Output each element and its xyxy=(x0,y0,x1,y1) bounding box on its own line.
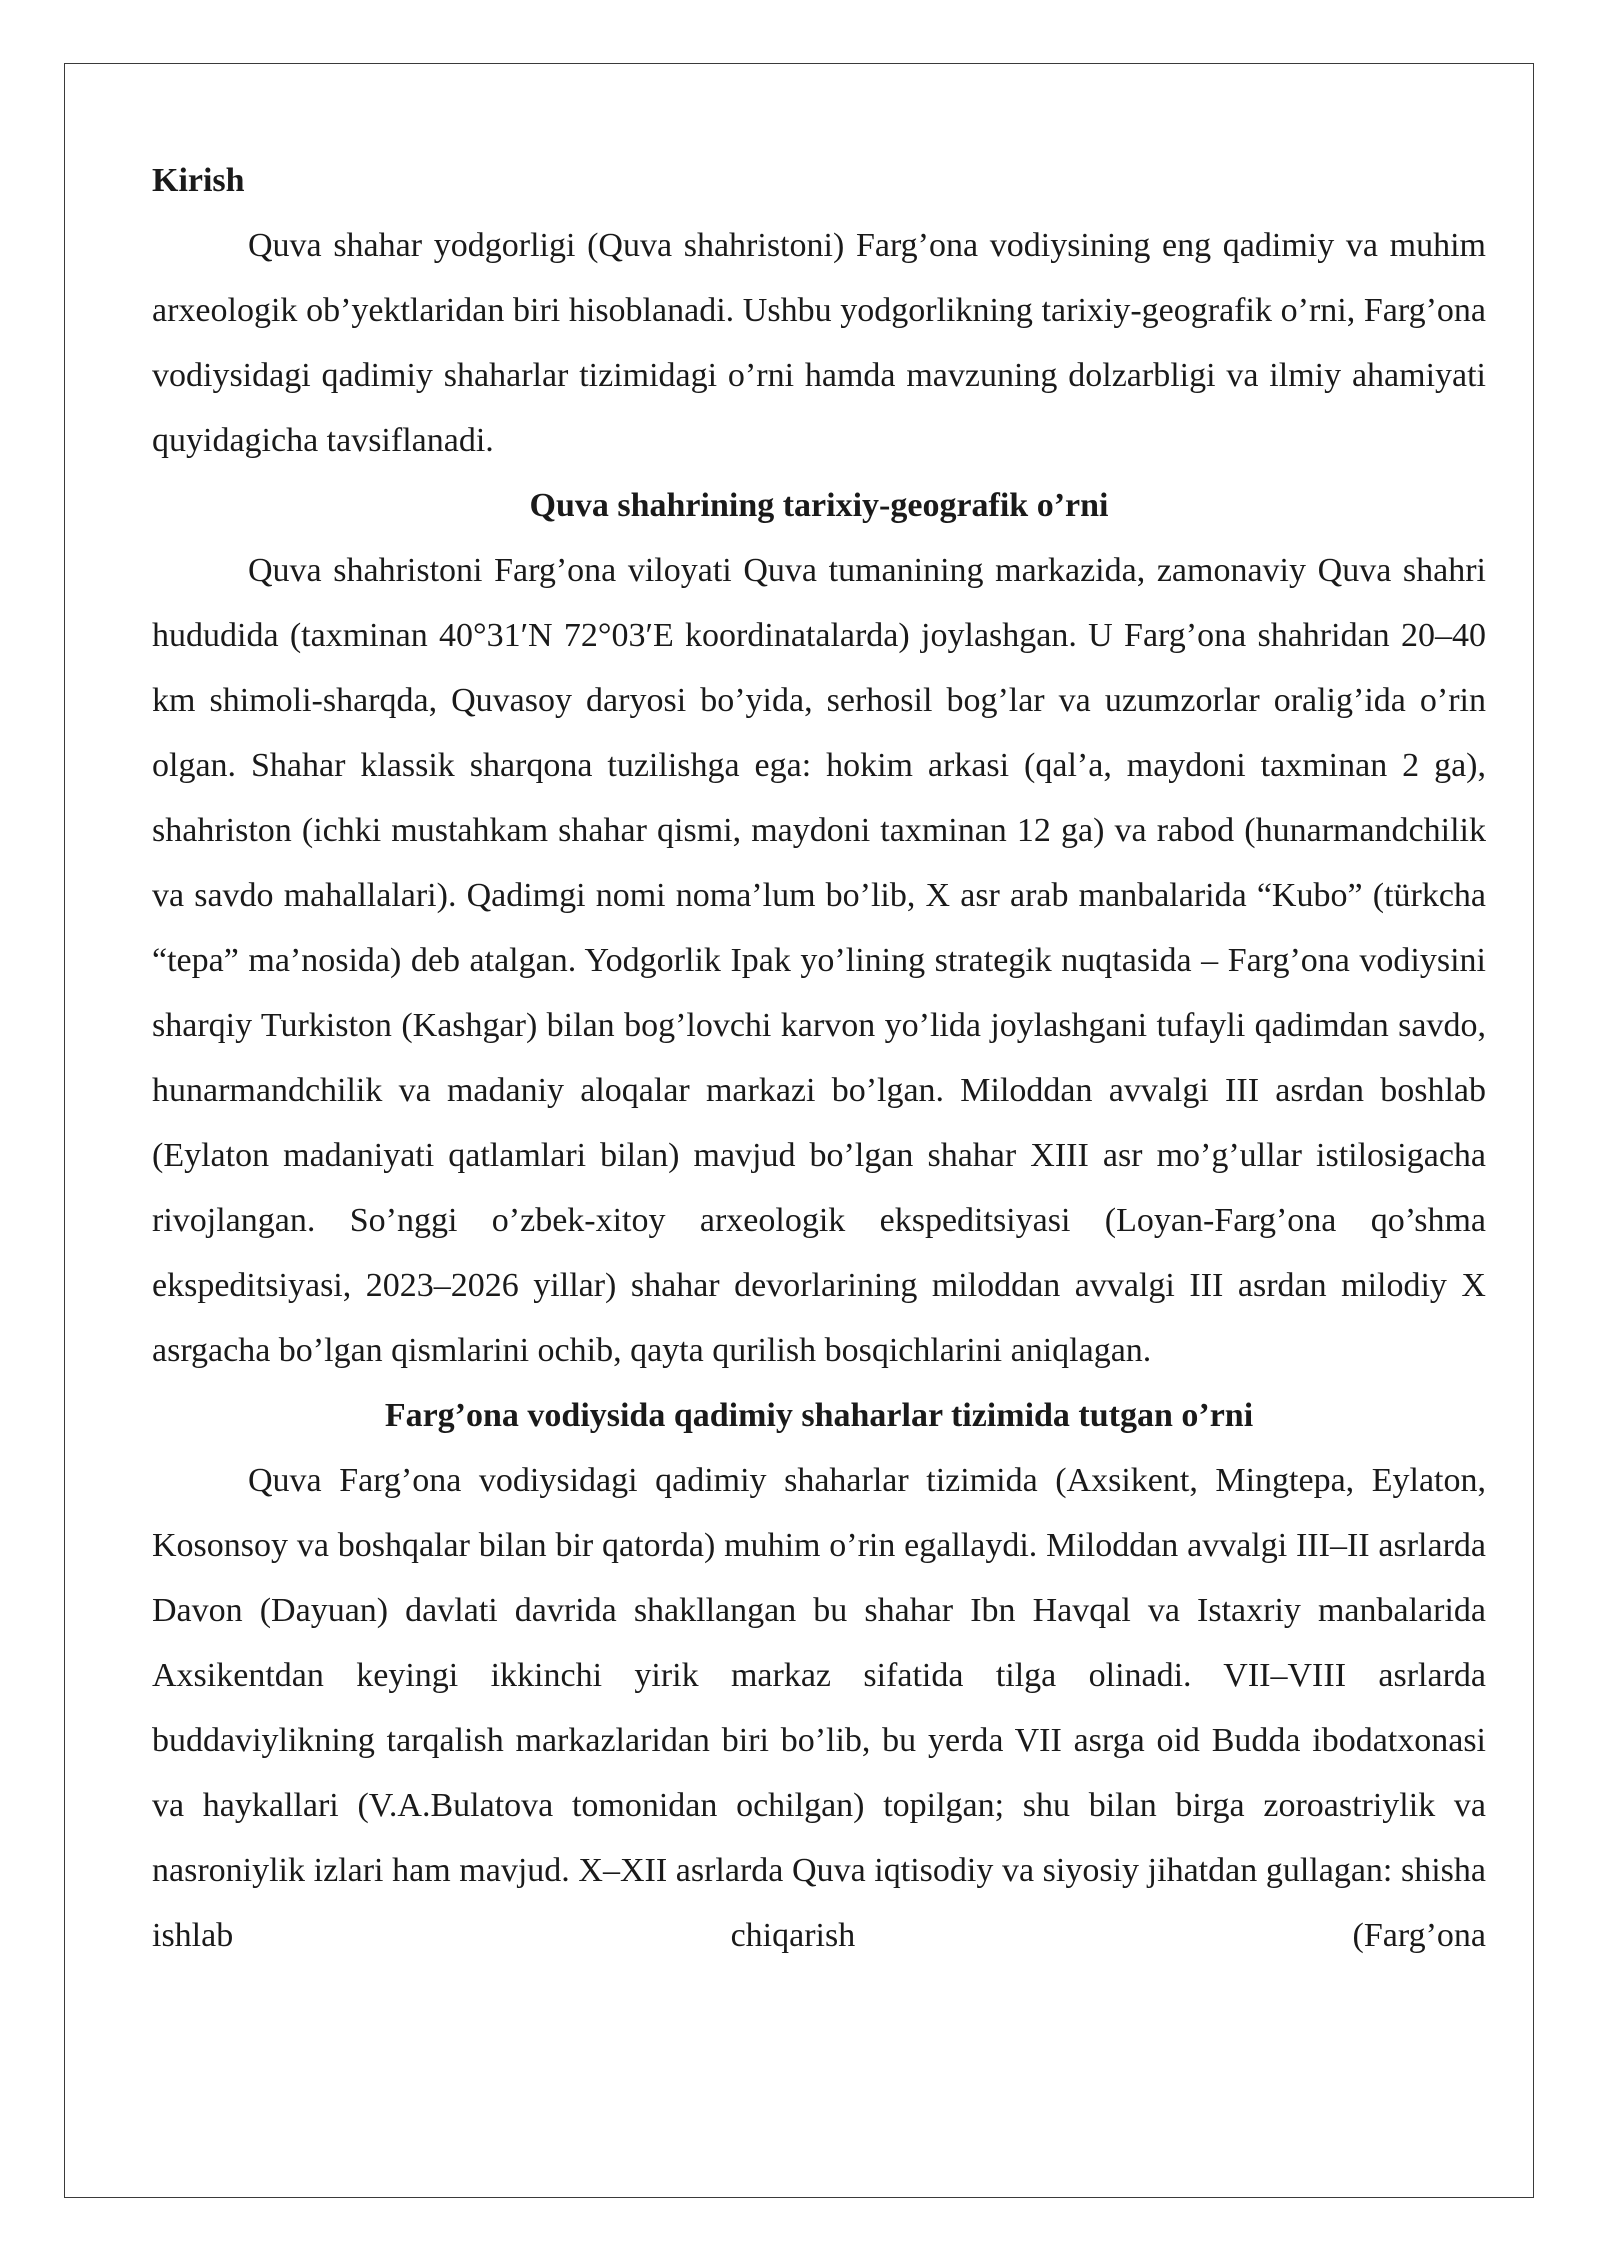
document-body xyxy=(152,148,1486,1968)
city-system-paragraph: Quva Farg’ona vodiysidagi qadimiy shaharlar tizimida (Axsikent, Mingtepa, Eylaton, Kosonsoy va boshqalar bilan bir qatorda) muhim o’rin egallaydi. Miloddan avvalgi III–II asrlarda Davon (Dayuan) davlati davrida shakllangan bu shahar Ibn Havqal va Istaxriy manbalarida Axsikentdan keyingi ikkinchi yirik markaz sifatida tilga olinadi. VII–VIII asrlarda buddaviylikning tarqalish markazlaridan biri bo’lib, bu yerda VII asrga oid Budda ibodatxonasi va haykallari (V.A.Bulatova tomonidan ochilgan) topilgan; shu bilan birga zoroastriylik va nasroniylik izlari ham mavjud. X–XII asrlarda Quva iqtisodiy va siyosiy jihatdan gullagan: shisha ishlab chiqarish (Farg’ona xyxy=(152,1462,1486,1954)
intro-heading: Kirish xyxy=(152,162,245,199)
geography-paragraph: Quva shahristoni Farg’ona viloyati Quva tumanining markazida, zamonaviy Quva shahri hududida (taxminan 40°31′N 72°03′E koordinatalarda) joylashgan. U Farg’ona shahridan 20–40 km shimoli-sharqda, Quvasoy daryosi bo’yida, serhosil bog’lar va uzumzorlar oralig’ida o’rin olgan. Shahar klassik sharqona tuzilishga ega: hokim arkasi (qal’a, maydoni taxminan 2 ga), shahriston (ichki mustahkam shahar qismi, maydoni taxminan 12 ga) va rabod (hunarmandchilik va savdo mahallalari). Qadimgi nomi noma’lum bo’lib, X asr arab manbalarida “Kubo” (türkcha “tepa” ma’nosida) deb atalgan. Yodgorlik Ipak yo’lining strategik nuqtasida – Farg’ona vodiysini sharqiy Turkiston (Kashgar) bilan bog’lovchi karvon yo’lida joylashgani tufayli qadimdan savdo, hunarmandchilik va madaniy aloqalar markazi bo’lgan. Miloddan avvalgi III asrdan boshlab (Eylaton madaniyati qatlamlari bilan) mavjud bo’lgan shahar XIII asr mo’g’ullar istilosigacha rivojlangan. So’nggi o’zbek-xitoy arxeologik ekspeditsiyasi (Loyan-Farg’ona qo’shma ekspeditsiyasi, 2023–2026 yillar) shahar devorlarining miloddan avvalgi III asrdan milodiy X asrgacha bo’lgan qismlarini ochib, qayta qurilish bosqichlarini aniqlagan. xyxy=(152,552,1486,1369)
intro-paragraph: Quva shahar yodgorligi (Quva shahristoni) Farg’ona vodiysining eng qadimiy va muhim arxeologik ob’yektlaridan biri hisoblanadi. Ushbu yodgorlikning tarixiy-geografik o’rni, Farg’ona vodiysidagi qadimiy shaharlar tizimidagi o’rni hamda mavzuning dolzarbligi va ilmiy ahamiyati quyidagicha tavsiflanadi. xyxy=(152,227,1486,459)
section-heading-city-system: Farg’ona vodiysida qadimiy shaharlar tizimida tutgan o’rni xyxy=(384,1397,1254,1434)
section-heading-geography: Quva shahrining tarixiy-geografik o’rni xyxy=(529,487,1109,524)
